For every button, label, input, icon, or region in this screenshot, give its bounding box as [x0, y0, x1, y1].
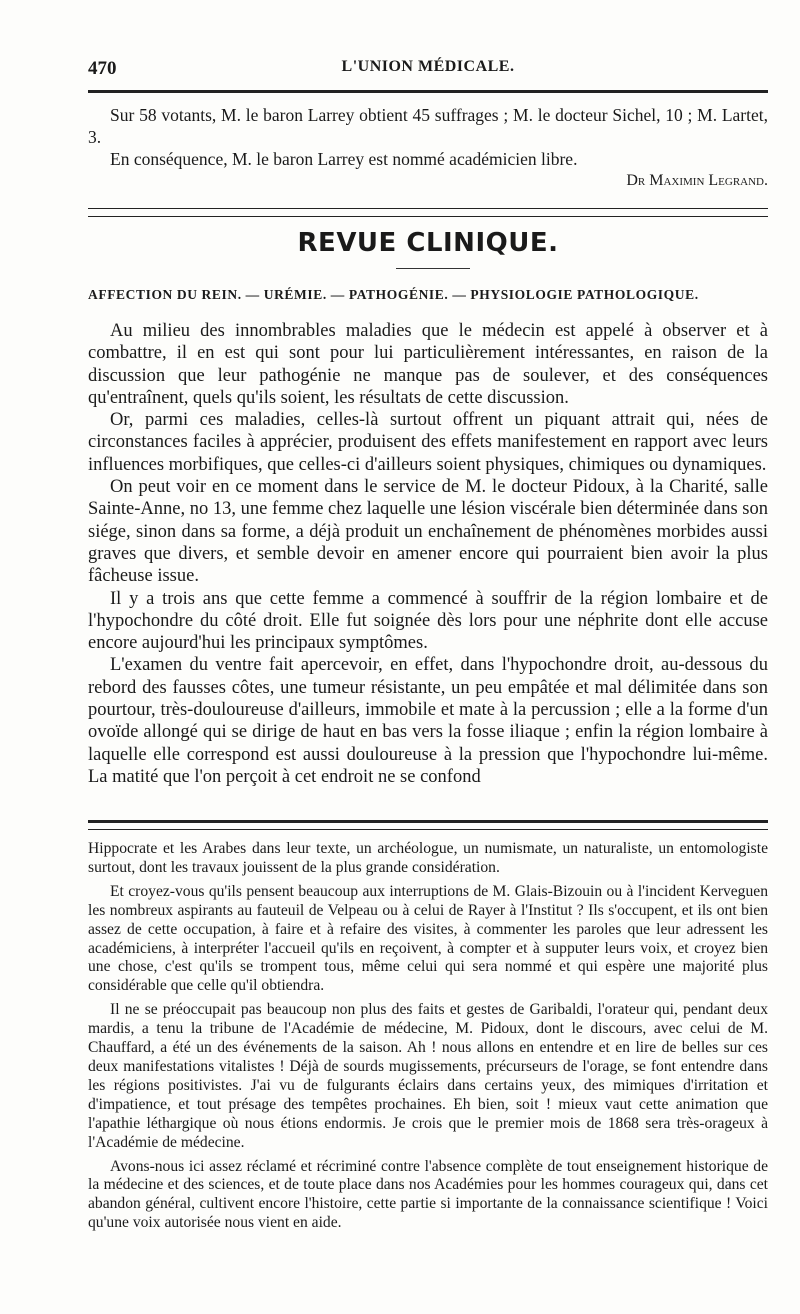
section-subtitle: AFFECTION DU REIN. — URÉMIE. — PATHOGÉNIE. — PHYSIOLOGIE PATHOLOGIQUE.	[88, 287, 699, 302]
journal-title: L'UNION MÉDICALE.	[341, 58, 515, 75]
article-paragraph: Or, parmi ces maladies, celles-là surtout offrent un piquant attrait qui, nées de circonstances faciles à apprécier, produisent des effets manifestement en rapport avec leurs influences morbifiques, que celles-ci d'ailleurs soient physiques, chimiques ou dynamiques.	[88, 410, 768, 475]
title-underline	[396, 268, 470, 269]
feuilleton-paragraph: Avons-nous ici assez réclamé et récriminé contre l'absence complète de tout enseignement historique de la médecine et des sciences, et de toute place dans nos Académies pour les hommes courageux qui, dans cet abandon général, cultivent encore l'histoire, cette partie si importante de la connaissance scientifique ! Voici qu'une voix autorisée nous vient en aide.	[88, 1157, 768, 1232]
feuilleton-paragraph: Hippocrate et les Arabes dans leur texte, un archéologue, un numismate, un naturaliste, un entomologiste surtout, dont les travaux jouissent de la plus grande considération.	[88, 840, 768, 876]
section-title: REVUE CLINIQUE.	[297, 228, 559, 258]
feuilleton-paragraph: Et croyez-vous qu'ils pensent beaucoup aux interruptions de M. Glais-Bizouin ou à l'incident Kerveguen les nombreux aspirants au fauteuil de Velpeau ou à celui de Rayer à l'Institut ? Ils s'occupent, et ils ont bien assez de cette occupation, à faire et à refaire des visites, à commenter les paroles que leur adressent les académiciens, à interpréter l'accueil qu'ils en reçoivent, à compter et à supputer leurs voix, et croyez bien une chose, c'est qu'ils se trompent tous, même celui qui sera nommé et qui espère une majorité plus considérable que celle qu'il obtiendra.	[88, 882, 768, 995]
header-rule	[88, 90, 768, 93]
page-number: 470	[88, 58, 117, 79]
feuilleton-paragraph: Il ne se préoccupait pas beaucoup non plus des faits et gestes de Garibaldi, l'orateur qui, pendant deux mardis, a tenu la tribune de l'Académie de médecine, M. Pidoux, dont le discours, avec celui de M. Chauffard, a été un des événements de la saison. Ah ! nous allons en entendre et en lire de belles sur ces deux manifestations vitalistes ! Déjà de sourds mugissements, précurseurs de l'orage, se font entendre dans les régions positivistes. J'ai vu de fulgurants éclairs dans certains yeux, des mimiques d'irritation et d'impatience, et tout présage des tempêtes prochaines. Eh bien, soit ! mieux vaut cette animation que l'apathie léthargique où nous étions endormis. Je crois que le premier mois de 1868 sera très-orageux à l'Académie de médecine.	[88, 1001, 768, 1151]
feuilleton-column	[88, 840, 768, 1238]
article-body	[88, 320, 768, 788]
election-votes: Sur 58 votants, M. le baron Larrey obtient 45 suffrages ; M. le docteur Sichel, 10 ; M. Lartet, 3.	[88, 105, 768, 147]
section-divider	[88, 208, 768, 217]
article-paragraph: Il y a trois ans que cette femme a commencé à souffrir de la région lombaire et de l'hypochondre du côté droit. Elle fut soignée dès lors pour une néphrite dont elle accuse encore aujourd'hui les principaux symptômes.	[88, 588, 768, 654]
feuilleton-divider	[88, 820, 768, 830]
election-conclusion: En conséquence, M. le baron Larrey est nommé académicien libre.	[110, 149, 578, 169]
author-signature: Dr Maximin Legrand.	[626, 172, 768, 189]
running-head	[88, 58, 768, 84]
article-paragraph: On peut voir en ce moment dans le service de M. le docteur Pidoux, à la Charité, salle Sainte-Anne, no 13, une femme chez laquelle une lésion viscérale bien déterminée dans son siége, sinon dans sa forme, a déjà produit un enchaînement de phénomènes morbides aussi graves que divers, et semble devoir en amener encore qui pourraient bien avoir la plus fâcheuse issue.	[88, 477, 768, 587]
article-paragraph: L'examen du ventre fait apercevoir, en effet, dans l'hypochondre droit, au-dessous du rebord des fausses côtes, une tumeur résistante, un peu empâtée et mal délimitée dans son pourtour, très-douloureuse d'ailleurs, immobile et mate à la percussion ; elle a la forme d'un ovoïde allongé qui se dirige de haut en bas vers la fosse iliaque ; enfin la région lombaire à laquelle elle correspond est aussi douloureuse à la pression que l'hypochondre lui-même. La matité que l'on perçoit à cet endroit ne se confond	[88, 655, 768, 787]
article-paragraph: Au milieu des innombrables maladies que le médecin est appelé à observer et à combattre, il en est qui sont pour lui particulièrement intéressantes, en raison de la discussion que leur pathogénie ne manque pas de soulever, et des conséquences qu'entraînent, quels qu'ils soient, les résultats de cette discussion.	[88, 321, 768, 408]
election-results	[88, 104, 768, 192]
